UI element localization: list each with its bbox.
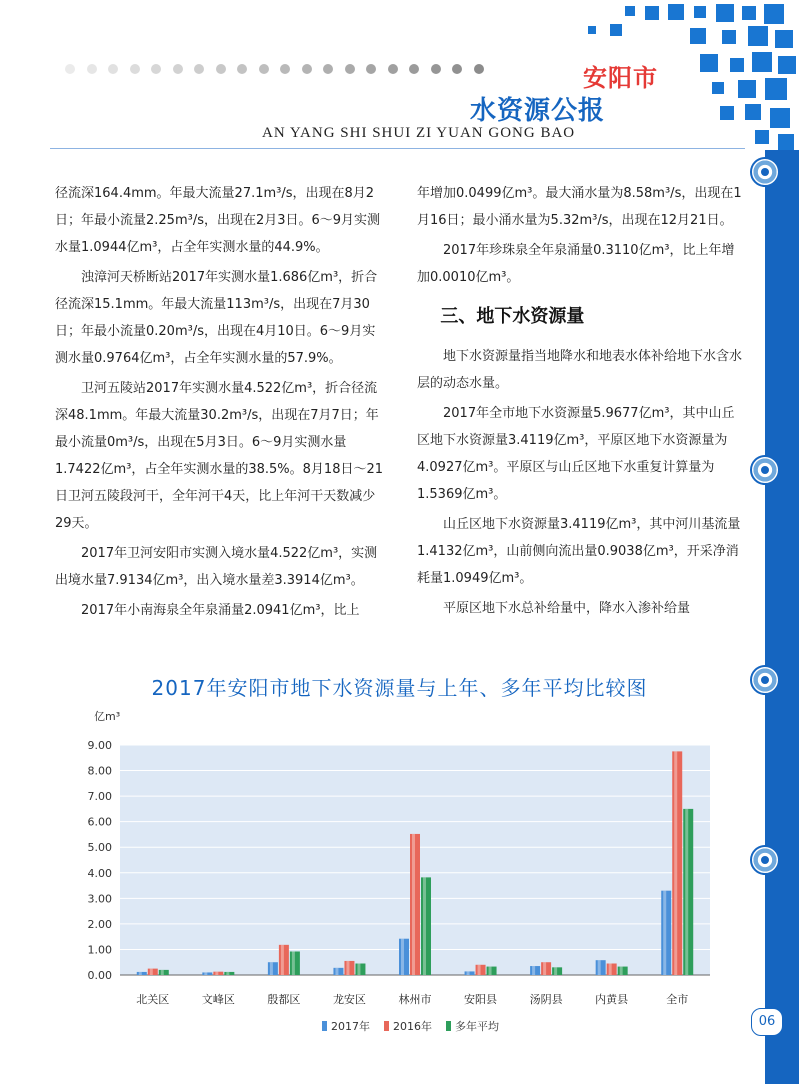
decor-dot (366, 64, 376, 74)
y-tick-label: 9.00 (87, 739, 112, 752)
bar-highlight (161, 970, 164, 975)
bar-highlight (401, 939, 404, 975)
side-band (765, 150, 799, 1084)
logo-badge-icon (750, 845, 780, 875)
y-tick-label: 3.00 (87, 892, 112, 906)
bar-chart (60, 700, 740, 1040)
decor-dot (259, 64, 269, 74)
section-heading: 三、地下水资源量 (440, 306, 585, 327)
decor-dot (65, 64, 75, 74)
decor-dot (388, 64, 398, 74)
decor-dot (345, 64, 355, 74)
paragraph: 2017年卫河安阳市实测入境水量4.522亿m³，实测出境水量7.9134亿m³，出入境水量差3.3914亿m³。 (55, 546, 378, 588)
bar-highlight (467, 971, 470, 975)
page-number: 06 (751, 1008, 783, 1036)
bar-highlight (554, 967, 557, 975)
y-tick-label: 1.00 (87, 943, 112, 957)
bar-highlight (489, 967, 492, 975)
bar-highlight (532, 966, 535, 975)
legend-swatch (446, 1021, 451, 1031)
bar-highlight (335, 968, 338, 975)
bar-highlight (598, 960, 601, 975)
paragraph: 山丘区地下水资源量3.4119亿m³，其中河川基流量1.4132亿m³，山前侧向流出量0.9038亿m³，开采净消耗量1.0949亿m³。 (417, 517, 741, 586)
decor-dot (216, 64, 226, 74)
legend-swatch (384, 1021, 389, 1031)
x-tick-label: 文峰区 (201, 993, 235, 1006)
bar-highlight (226, 972, 229, 975)
bar-highlight (674, 751, 677, 975)
decor-dot (280, 64, 290, 74)
paragraph: 2017年全市地下水资源量5.9677亿m³，其中山丘区地下水资源量3.4119亿m³，平原区地下水资源量为4.0927亿m³。平原区与山丘区地下水重复计算量为1.5369亿m³。 (417, 406, 735, 502)
legend-label: 2017年 (331, 1020, 370, 1033)
text-column-right (417, 180, 747, 625)
decor-dot (87, 64, 97, 74)
chart-title: 2017年安阳市地下水资源量与上年、多年平均比较图 (151, 676, 648, 700)
bar-highlight (412, 834, 415, 975)
decor-dot (108, 64, 118, 74)
y-tick-label: 4.00 (87, 866, 112, 880)
decor-dot (409, 64, 419, 74)
header-title-city: 安阳市 (583, 64, 658, 92)
decor-dot (431, 64, 441, 74)
bar-highlight (139, 972, 142, 975)
x-tick-label: 北关区 (136, 993, 170, 1006)
bar-highlight (609, 964, 612, 976)
x-tick-label: 安阳县 (464, 993, 498, 1006)
paragraph: 2017年珍珠泉全年泉涌量0.3110亿m³，比上年增加0.0010亿m³。 (417, 243, 735, 285)
header-subtitle: AN YANG SHI SHUI ZI YUAN GONG BAO (262, 125, 576, 141)
logo-badge-icon (750, 455, 780, 485)
header-rule (50, 148, 745, 149)
bar-highlight (357, 964, 360, 976)
paragraph: 平原区地下水总补给量中，降水入渗补给量 (443, 601, 691, 616)
decor-dot (194, 64, 204, 74)
paragraph: 卫河五陵站2017年实测水量4.522亿m³，折合径流深48.1mm。年最大流量30.2m³/s，出现在7月7日；年最小流量0m³/s，出现在5月3日。6～9月实测水量1.7422亿m³，占全年实测水量的38.5%。8月18日～21日卫河五陵段河干，全年河干4天，比上年河干天数减少29天。 (55, 381, 384, 531)
x-tick-label: 林州市 (398, 993, 432, 1006)
legend-label: 多年平均 (455, 1020, 499, 1033)
bar-highlight (204, 972, 207, 975)
bar-highlight (423, 877, 426, 975)
decor-dot (173, 64, 183, 74)
legend-swatch (322, 1021, 327, 1031)
decor-dot (130, 64, 140, 74)
bar-highlight (620, 967, 623, 975)
decor-dot (452, 64, 462, 74)
paragraph: 径流深164.4mm。年最大流量27.1m³/s，出现在8月2日；年最小流量2.25m³/s，出现在2月3日。6～9月实测水量1.0944亿m³，占全年实测水量的44.9%。 (55, 186, 381, 255)
x-tick-label: 汤阴县 (529, 993, 563, 1006)
y-tick-label: 0.00 (87, 969, 112, 982)
bar-highlight (215, 972, 218, 975)
bar-highlight (150, 969, 153, 975)
bar-highlight (270, 962, 273, 975)
decor-dot (151, 64, 161, 74)
x-tick-label: 全市 (666, 993, 689, 1006)
paragraph: 浊漳河天桥断站2017年实测水量1.686亿m³，折合径流深15.1mm。年最大流量113m³/s，出现在7月30日；年最小流量0.20m³/s，出现在4月10日。6～9月实测水量0.9764亿m³，占全年实测水量的57.9%。 (55, 270, 378, 366)
y-tick-label: 6.00 (87, 815, 112, 829)
bar-highlight (543, 962, 546, 975)
y-tick-label: 2.00 (87, 917, 112, 931)
decor-dot (237, 64, 247, 74)
y-tick-label: 7.00 (87, 790, 112, 804)
logo-badge-icon (750, 157, 780, 187)
decor-dot (302, 64, 312, 74)
header-title-bulletin: 水资源公报 (470, 96, 606, 126)
bar-highlight (281, 945, 284, 975)
x-tick-label: 内黄县 (595, 993, 629, 1006)
x-tick-label: 龙安区 (332, 993, 366, 1006)
paragraph: 2017年小南海泉全年泉涌量2.0941亿m³，比上 (81, 603, 360, 618)
x-tick-label: 殷都区 (267, 993, 301, 1006)
decor-dot (474, 64, 484, 74)
bar-highlight (478, 965, 481, 975)
text-column-left (55, 180, 385, 627)
paragraph: 地下水资源量指当地降水和地表水体补给地下水含水层的动态水量。 (417, 349, 743, 391)
bar-highlight (685, 809, 688, 975)
bar-highlight (292, 951, 295, 975)
paragraph: 年增加0.0499亿m³。最大涌水量为8.58m³/s，出现在1月16日；最小涌水量为5.32m³/s，出现在12月21日。 (417, 186, 742, 228)
legend-label: 2016年 (393, 1020, 432, 1033)
decor-dot (323, 64, 333, 74)
y-tick-label: 5.00 (87, 841, 112, 855)
y-tick-label: 8.00 (87, 764, 112, 778)
bar-highlight (346, 961, 349, 975)
bar-highlight (663, 891, 666, 975)
y-axis-label: 亿m³ (94, 710, 121, 723)
